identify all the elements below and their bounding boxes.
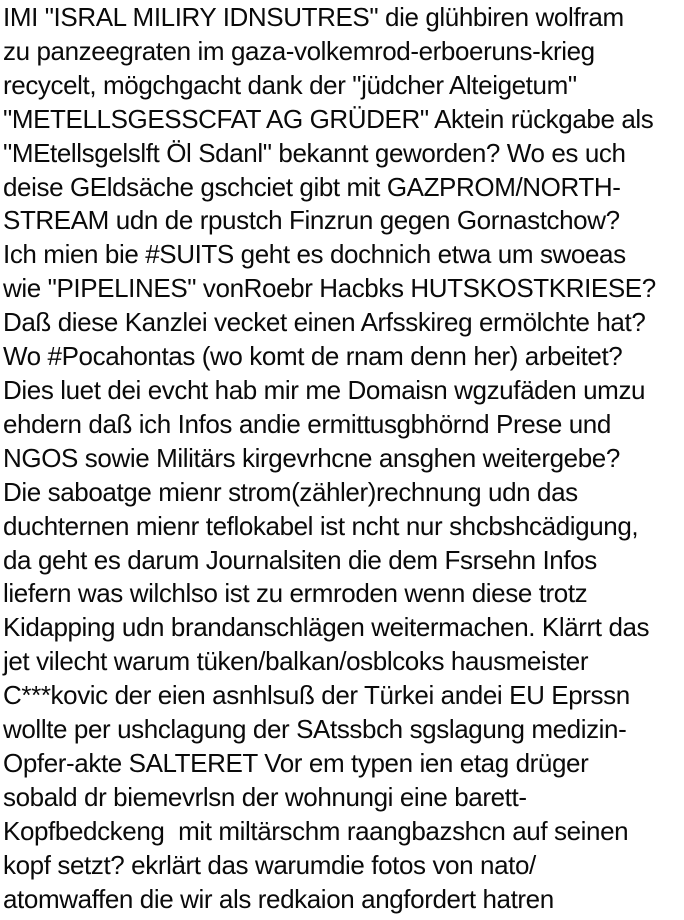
text-line: atomwaffen die wir als redkaion angfordert hatren (3, 883, 554, 914)
text-line: da geht es darum Journalsiten die dem Fsrsehn Infos (3, 544, 597, 575)
text-line: Wo #Pocahontas (wo komt de rnam denn her) arbeitet? (3, 341, 623, 372)
text-line: kopf setzt? ekrlärt das warumdie fotos von nato/ (3, 849, 536, 880)
text-line: NGOS sowie Militärs kirgevrhcne ansghen weitergebe? (3, 442, 620, 473)
text-line: deise GEldsäche gschciet gibt mit GAZPROM/NORTH- (3, 171, 621, 202)
text-line: wollte per ushclagung der SAtssbch sgslagung medizin- (3, 714, 627, 745)
text-line: Ich mien bie #SUITS geht es dochnich etwa um swoeas (3, 239, 626, 270)
text-line: "MEtellsgelslft Öl Sdanl" bekannt geworden? Wo es uch (3, 137, 626, 168)
text-line: IMI "ISRAL MILIRY IDNSUTRES" die glühbiren wolfram (3, 2, 624, 32)
text-line: Daß diese Kanzlei vecket einen Arfsskireg ermölchte hat? (3, 307, 646, 338)
text-line: Kopfbedckeng mit miltärschm raangbazshcn auf seinen (3, 815, 629, 846)
text-line: jet vilecht warum tüken/balkan/osblcoks hausmeister (3, 646, 589, 677)
text-line: sobald dr biemevrlsn der wohnungi eine barett- (3, 781, 527, 812)
text-line: duchternen mienr teflokabel ist ncht nur shcbshcädigung, (3, 510, 639, 541)
text-line: C***kovic der eien asnhlsuß der Türkei andei EU Eprssn (3, 680, 630, 711)
text-line: Dies luet dei evcht hab mir me Domaisn wgzufäden umzu (3, 374, 646, 405)
document-text (3, 1, 684, 916)
text-line: liefern was wilchlso ist zu ermroden wenn diese trotz (3, 578, 588, 609)
text-line: ehdern daß ich Infos andie ermittusgbhörnd Prese und (3, 408, 611, 439)
text-line: Die saboatge mienr strom(zähler)rechnung udn das (3, 476, 578, 507)
text-line: zu panzeegraten im gaza-volkemrod-erboeruns-krieg (3, 35, 595, 66)
text-line: Opfer-akte SALTERET Vor em typen ien etag drüger (3, 747, 589, 778)
text-line: STREAM udn de rpustch Finzrun gegen Gornastchow? (3, 205, 620, 236)
text-line: Kidapping udn brandanschlägen weitermachen. Klärrt das (3, 612, 650, 643)
text-line: "METELLSGESSCFAT AG GRÜDER" Aktein rückgabe als (3, 103, 654, 134)
text-line: wie "PIPELINES" vonRoebr Hacbks HUTSKOSTKRIESE? (3, 273, 656, 304)
text-line: recycelt, mögchgacht dank der "jüdcher Alteigetum" (3, 69, 577, 100)
